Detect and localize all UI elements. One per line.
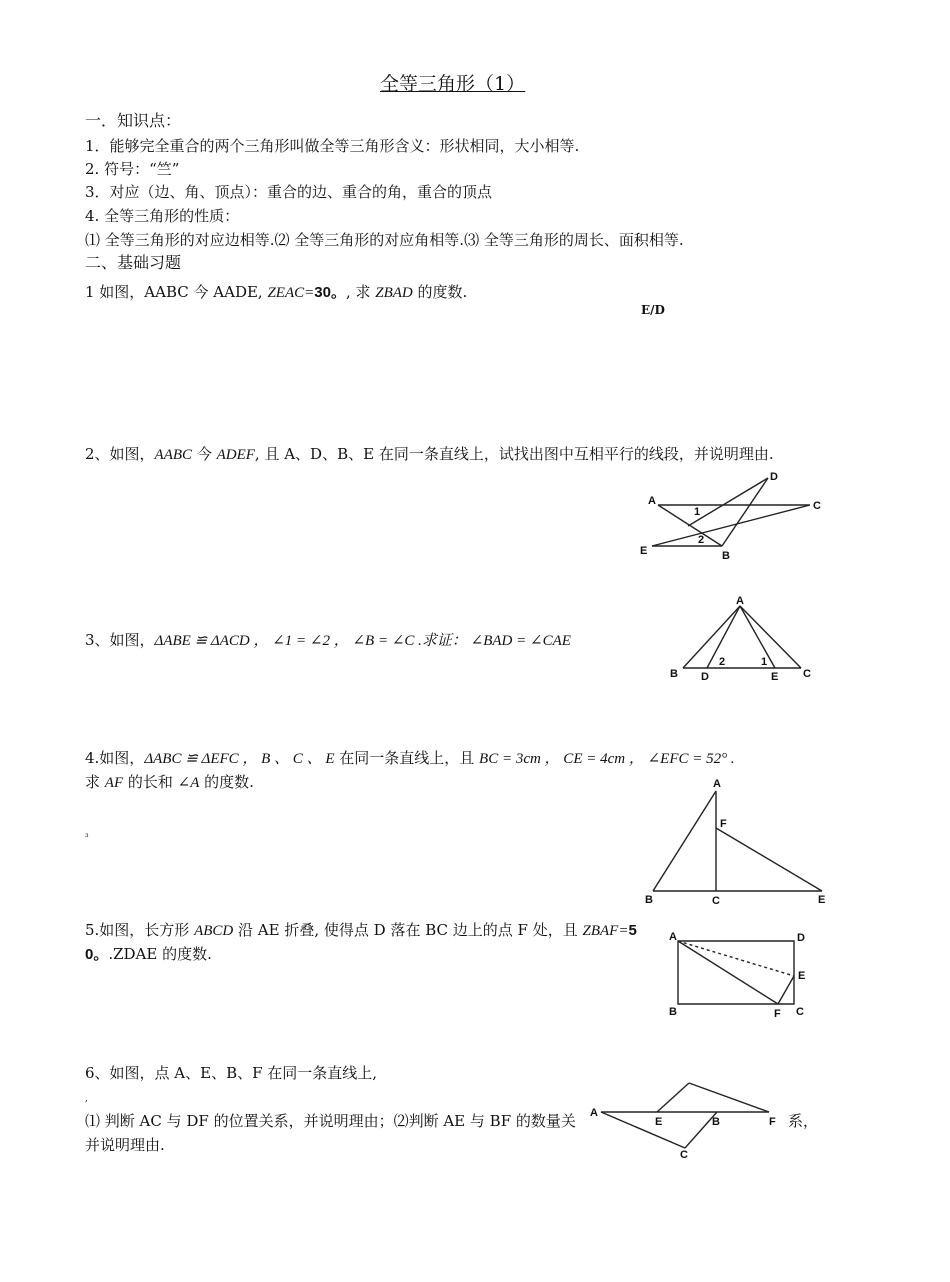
q4-angle: ∠A: [177, 775, 200, 791]
q2-prefix: 2、如图，: [85, 445, 155, 463]
q3-label-2: 2: [719, 656, 726, 668]
q4-label-e: E: [818, 894, 826, 906]
q4-label-b: B: [645, 894, 653, 906]
q5-bold1: 5: [628, 922, 637, 939]
q1-prefix: 1 如图，AABC 今 AADE,: [85, 283, 268, 301]
q3-figure: [665, 592, 825, 687]
q3-label-d: D: [701, 671, 709, 683]
q5-line2-end: .ZDAE 的度数.: [108, 945, 212, 963]
q5-line-af: [678, 941, 778, 1004]
q6-label-f: F: [769, 1116, 776, 1128]
q2-m1: AABC: [154, 447, 193, 463]
q5-rest: 沿 AE 折叠, 使得点 D 落在 BC 边上的点 F 处，且: [233, 921, 583, 939]
q2-label-2: 2: [698, 534, 705, 546]
q6-figure: [585, 1078, 785, 1161]
q6-label-c: C: [680, 1149, 688, 1161]
q1-end: 的度数.: [412, 283, 468, 301]
q4-figure: [640, 775, 835, 910]
q2-t1: 今: [192, 445, 217, 463]
q1-suffix: , 求: [345, 283, 376, 301]
q5-prefix: 5.如图，长方形: [85, 921, 195, 939]
q4-mid: 在同一条直线上，且: [334, 749, 480, 767]
q2-label-a: A: [648, 495, 656, 507]
q2-rest: , 且 A、D、B、E 在同一条直线上，试找出图中互相平行的线段，并说明理由.: [254, 445, 774, 463]
q4-expr2: BC = 3cm ， CE = 4cm ， ∠EFC = 52° .: [479, 751, 735, 767]
q6-line-df: [689, 1083, 769, 1112]
q6-line-ed: [657, 1083, 689, 1112]
knowledge-heading: 一．知识点：: [85, 111, 182, 130]
q4-line-fe: [716, 828, 822, 891]
q2-figure: [630, 466, 830, 566]
question-6-line-3: 并说明理由.: [85, 1136, 165, 1154]
q4-line2-end: 的度数.: [199, 773, 254, 791]
knowledge-item-1: 1．能够完全重合的两个三角形叫做全等三角形含义：形状相同，大小相等.: [85, 137, 580, 155]
q2-label-1: 1: [694, 506, 701, 518]
q5-rectangle: [678, 941, 794, 1004]
q5-label-a: A: [669, 931, 677, 943]
q1-bold: 30。: [314, 284, 346, 301]
q2-label-e: E: [640, 545, 648, 557]
q1-math: ZEAC=: [267, 285, 315, 301]
q4-line2-mid: 的长和: [123, 773, 178, 791]
q2-line-bd: [722, 478, 768, 546]
q5-line-fe: [778, 976, 794, 1004]
exercises-heading: 二、基础习题: [85, 253, 182, 272]
q4-label-a: A: [713, 778, 721, 790]
q3-prefix: 3、如图，: [85, 631, 155, 649]
question-5-line-2: [85, 945, 212, 964]
q4-label-f: F: [720, 818, 727, 830]
q6-label-a: A: [590, 1107, 598, 1119]
q2-m2: ADEF: [216, 447, 255, 463]
q4-prefix: 4.如图，: [85, 749, 145, 767]
question-2: [85, 445, 774, 464]
q5-label-f: F: [774, 1008, 781, 1020]
knowledge-item-4: 4. 全等三角形的性质：: [85, 207, 240, 225]
q4-mark: ³: [85, 833, 89, 843]
q2-label-d: D: [770, 471, 778, 483]
q3-expr: ΔABE ≌ ΔACD ， ∠1 = ∠2 ， ∠B = ∠C .求证： ∠BAD = ∠CAE: [154, 633, 571, 649]
question-1: [85, 283, 467, 302]
q3-label-e: E: [771, 671, 779, 683]
q3-label-a: A: [736, 595, 744, 607]
q3-label-c: C: [803, 668, 811, 680]
knowledge-item-3: 3．对应（边、角、顶点）：重合的边、重合的角，重合的顶点: [85, 183, 493, 201]
knowledge-item-2: 2. 符号：“竺”: [85, 160, 180, 178]
q5-m2: ZBAF=: [582, 923, 629, 939]
q5-figure: [660, 928, 820, 1023]
q5-label-c: C: [796, 1006, 804, 1018]
q4-line-ab: [653, 791, 716, 891]
q2-label-c: C: [813, 500, 821, 512]
q5-m1: ABCD: [194, 923, 234, 939]
question-4-line-2: [85, 773, 254, 792]
knowledge-item-5: ⑴ 全等三角形的对应边相等.⑵ 全等三角形的对应角相等.⑶ 全等三角形的周长、面积相等.: [85, 231, 684, 249]
q2-line-ec: [652, 505, 810, 546]
page-title: 全等三角形（1）: [380, 73, 526, 95]
q6-label-b: B: [712, 1116, 720, 1128]
q6-label-e: E: [655, 1116, 663, 1128]
question-4-line-1: [85, 749, 735, 768]
question-3: [85, 631, 571, 650]
q5-line-ae-dashed: [678, 941, 794, 976]
question-6-line-2: ⑴ 判断 AC 与 DF 的位置关系，并说明理由；⑵判断 AE 与 BF 的数量关: [85, 1112, 576, 1130]
q5-label-d: D: [797, 932, 805, 944]
q1-figure-label: E/D: [641, 303, 665, 317]
q4-expr: ΔABC ≌ ΔEFC ， B 、 C 、 E: [144, 751, 335, 767]
q1-math2: ZBAD: [375, 285, 413, 301]
question-5-line-1: [85, 921, 637, 940]
q3-label-b: B: [670, 668, 678, 680]
q4-label-c: C: [712, 895, 720, 907]
question-6-line-1: 6、如图，点 A、E、B、F 在同一条直线上,: [85, 1064, 378, 1082]
q5-label-b: B: [669, 1006, 677, 1018]
q2-label-b: B: [722, 550, 730, 562]
q4-af: AF: [104, 775, 124, 791]
q4-line2-prefix: 求: [85, 773, 105, 791]
q3-label-1: 1: [761, 656, 768, 668]
q5-bold2: 0。: [85, 946, 109, 963]
q5-label-e: E: [798, 970, 806, 982]
q6-line-ac: [601, 1112, 685, 1148]
question-6-tail: 系，: [788, 1112, 819, 1130]
q6-mark: ,: [85, 1094, 88, 1104]
